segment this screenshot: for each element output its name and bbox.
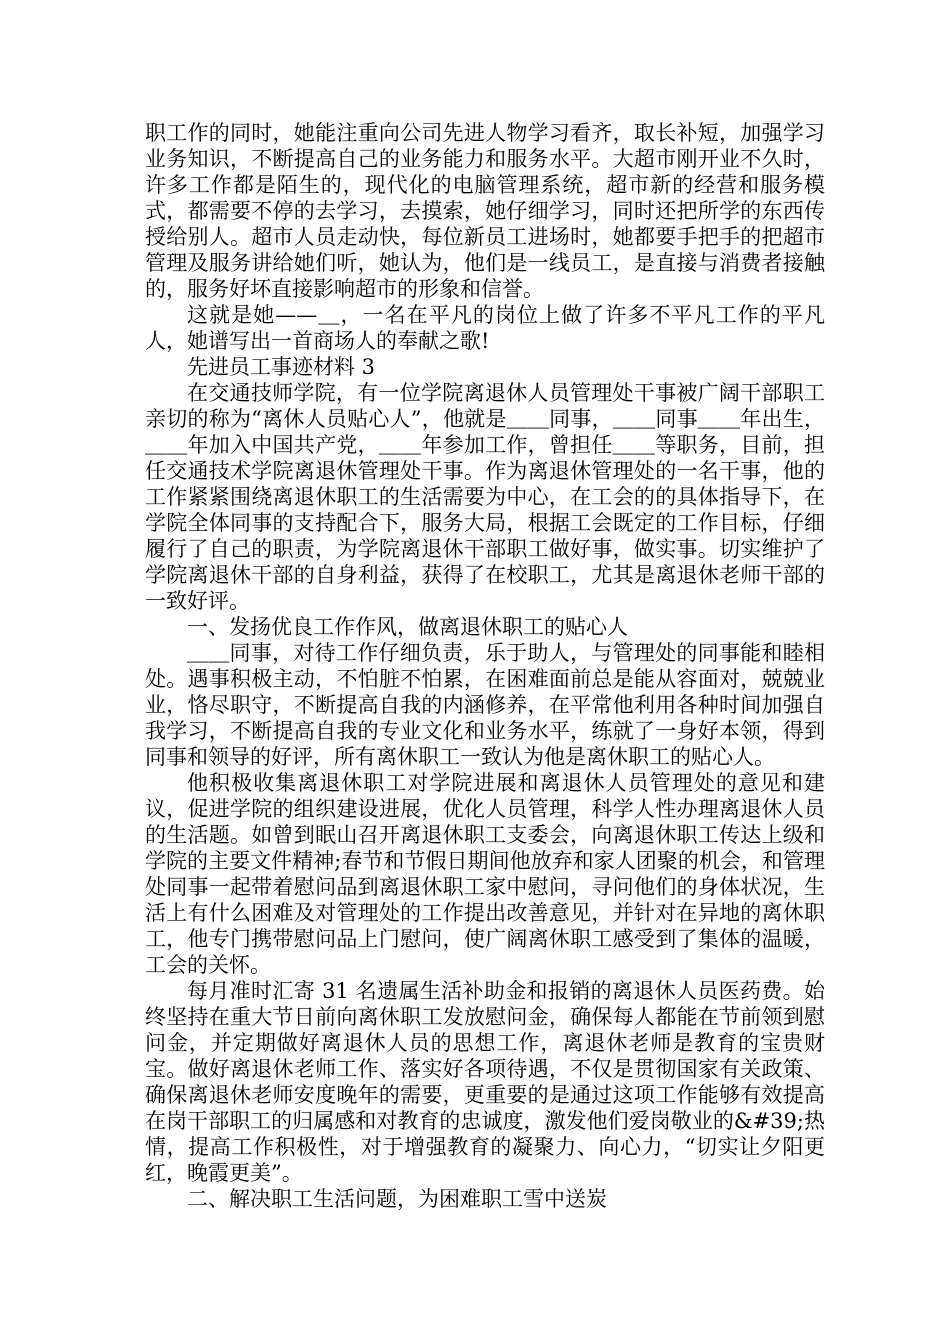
paragraph-7: 他积极收集离退休职工对学院进展和离退休人员管理处的意见和建议，促进学院的组织建设进展，优化人员管理，科学人性办理离退休人员的生活题。如曾到眠山召开离退休职工支委会，向离退休职工传达上级和学院的主要文件精神;春节和节假日期间他放弃和家人团聚的机会，和管理处同事一起带着慰问品到离退休职工家中慰问，寻问他们的身体状况，生活上有什么困难及对管理处的工作提出改善意见，并针对在异地的离休职工，他专门携带慰问品上门慰问，使广阔离休职工感受到了集体的温暖，工会的关怀。 <box>145 771 825 977</box>
paragraph-4: 在交通技师学院，有一位学院离退休人员管理处干事被广阔干部职工亲切的称为“离休人员贴心人”，他就是＿＿同事，＿＿同事＿＿年出生，＿＿年加入中国共产党，＿＿年参加工作，曾担任＿＿等职务，目前，担任交通技术学院离退休管理处干事。作为离退休管理处的一名干事，他的工作紧紧围绕离退休职工的生活需要为中心，在工会的的具体指导下，在学院全体同事的支持配合下，服务大局，根据工会既定的工作目标，仔细履行了自己的职责，为学院离退休干部职工做好事，做实事。切实维护了学院离退休干部的自身利益，获得了在校职工，尤其是离退休老师干部的一致好评。 <box>145 381 825 613</box>
heading-1: 一、发扬优良工作作风，做离退休职工的贴心人 <box>187 615 628 639</box>
heading-2: 二、解决职工生活问题，为困难职工雪中送炭 <box>187 1187 607 1211</box>
paragraph-6: ＿＿同事，对待工作仔细负责，乐于助人，与管理处的同事能和睦相处。遇事积极主动，不怕脏不怕累，在困难面前总是能从容面对，兢兢业业，恪尽职守，不断提高自我的内涵修养，在平常他利用各种时间加强自我学习，不断提高自我的专业文化和业务水平，练就了一身好本领，得到同事和领导的好评，所有离休职工一致认为他是离休职工的贴心人。 <box>145 641 825 769</box>
paragraph-8: 每月准时汇寄 31 名遗属生活补助金和报销的离退休人员医药费。始终坚持在重大节日前向离休职工发放慰问金，确保每人都能在节前领到慰问金，并定期做好离退休人员的思想工作，离退休老师是教育的宝贵财宝。做好离退休老师工作、落实好各项待遇，不仅是贯彻国家有关政策、确保离退休老师安度晚年的需要，更重要的是通过这项工作能够有效提高在岗干部职工的归属感和对教育的忠诚度，激发他们爱岗敬业的&#39;热情，提高工作积极性，对于增强教育的凝聚力、向心力，“切实让夕阳更红，晚霞更美”。 <box>145 979 825 1185</box>
section-title-3: 先进员工事迹材料 3 <box>187 355 376 379</box>
paragraph-2: 这就是她——＿，一名在平凡的岗位上做了许多不平凡工作的平凡人，她谱写出一首商场人的奉献之歌! <box>145 303 825 353</box>
document-page <box>145 120 825 1212</box>
paragraph-1: 职工作的同时，她能注重向公司先进人物学习看齐，取长补短，加强学习业务知识，不断提高自己的业务能力和服务水平。大超市刚开业不久时，许多工作都是陌生的，现代化的电脑管理系统，超市新的经营和服务模式，都需要不停的去学习，去摸索，她仔细学习，同时还把所学的东西传授给别人。超市人员走动快，每位新员工进场时，她都要手把手的把超市管理及服务讲给她们听，她认为，他们是一线员工，是直接与消费者接触的，服务好坏直接影响超市的形象和信誉。 <box>145 121 825 301</box>
